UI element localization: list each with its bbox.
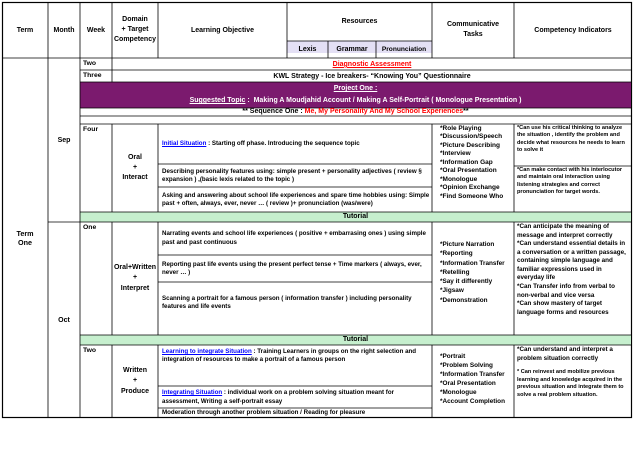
initial-situation-link[interactable]: Initial Situation: [162, 139, 207, 147]
task-item: *Picture Describing: [440, 141, 500, 149]
tutorial-row-2: Tutorial: [342, 336, 369, 344]
task-item: *Information Transfer: [440, 370, 505, 378]
header-week: Week: [86, 26, 106, 34]
oct-week2-indicator-2: * Can reinvest and mobilize previous learning and knowledge acquired in the previous situation and integrate them to solve a real problem situation.: [517, 369, 624, 398]
suggested-topic-row: [80, 95, 631, 107]
oct-week2-domain: Written + Produce: [120, 367, 149, 395]
tutorial-row-1: Tutorial: [342, 213, 369, 221]
project-title: Project One :: [333, 85, 378, 93]
oct-week2-tasks: [440, 353, 514, 415]
task-item: *Jigsaw: [440, 287, 464, 295]
oct-week2-indicator-1: *Can understand and interpret a problem situation correctly: [517, 346, 613, 362]
integrating-situation-link[interactable]: Integrating Situation: [162, 389, 223, 397]
task-item: *Monologue: [440, 175, 478, 183]
task-item: *Discussion/Speech: [440, 133, 503, 141]
suggested-topic-label: Suggested Topic: [189, 97, 246, 105]
task-item: *Monologue: [440, 388, 477, 396]
diagnostic-assessment-row: Diagnostic Assessment: [332, 60, 412, 68]
oct-week1-domain: Oral+Written + Interpret: [113, 264, 157, 292]
oct-week2-objective-1: [162, 345, 430, 367]
week4-indicator-1: *Can use his critical thinking to analyze the situation , identify the problem and decide what resources he needs to learn to solve it: [517, 125, 625, 153]
header-month: Month: [53, 26, 75, 34]
task-item: *Demonstration: [440, 296, 488, 304]
task-item: *Oral Presentation: [440, 167, 497, 175]
week4-tasks: [440, 125, 514, 212]
suggested-topic-text: : Making A Moudjahid Account / Making A Self-Portrait ( Monologue Presentation ): [245, 97, 522, 105]
week4-domain: Oral + Interact: [122, 153, 148, 182]
task-item: *Picture Narration: [440, 241, 495, 248]
oct-week1-indicators: *Can anticipate the meaning of message and interpret correctly *Can understand essential details in a conversation or a written passage, containing simple language and familiar expressions used in everyday life *Can Transfer info from verbal to non-verbal and vice versa *Can show mastery of target language forms and resources: [517, 223, 626, 316]
task-item: *Say it differently: [440, 278, 493, 286]
header-grammar: Grammar: [336, 46, 368, 53]
oct-week1-tasks: [440, 240, 514, 330]
header-lexis: Lexis: [298, 46, 317, 53]
month-sep: Sep: [57, 136, 71, 144]
week4-objective-1-text: : Starting off phase. Introducing the sequence topic: [206, 139, 360, 147]
term-one-cell: Term One: [16, 229, 34, 247]
oct-week2-objective-1-text: : Training Learners in groups on the right selection and integration of resources to make a portrait of a famous person: [162, 347, 417, 363]
sequence-one-title: Me, My Personality And My School Experiences: [304, 108, 464, 116]
header-competency-indicators: Competency Indicators: [534, 26, 612, 34]
header-domain-target: Domain + Target Competency: [113, 15, 156, 44]
header-pronunciation: Pronunciation: [381, 46, 427, 53]
header-learning-objective: Learning Objective: [190, 26, 255, 34]
week4-objective-3: Asking and answering about school life experiences and spare time hobbies using: Simple past + often, always, ever, never … ( review )+ pronunciation (was/were): [162, 191, 430, 207]
task-item: *Oral Presentation: [440, 379, 496, 387]
task-item: *Problem Solving: [440, 361, 493, 369]
week-four-sep: Four: [83, 126, 99, 133]
oct-week1-objective-1: Narrating events and school life experiences ( positive + embarrasing ones ) using simple past and past continuous: [162, 230, 426, 246]
week-one-oct: One: [83, 224, 97, 231]
week4-objective-2: Describing personality features using: simple present + personality adjectives ( review § expansion ) ,(basic lexis related to the topic ): [162, 167, 422, 183]
oct-week1-objective-2: Reporting past life events using the present perfect tense + Time markers ( always, ever, never … ): [162, 260, 422, 276]
task-item: *Reporting: [440, 250, 473, 258]
month-oct: Oct: [58, 316, 70, 324]
week-two-oct: Two: [83, 347, 97, 354]
week-three-sep: Three: [83, 72, 102, 79]
task-item: *Information Transfer: [440, 259, 505, 267]
kwl-strategy-row: KWL Strategy - Ice breakers- “Knowing You” Questionnaire: [273, 72, 471, 80]
task-item: *Portrait: [440, 353, 466, 360]
sequence-one-label: ** Sequence One :: [242, 108, 305, 116]
header-term: Term: [16, 26, 34, 34]
week4-objective-1: [162, 124, 430, 164]
header-communicative-tasks: Communicative Tasks: [446, 20, 500, 38]
sequence-one-row: [80, 108, 631, 116]
task-item: *Retelling: [440, 268, 470, 276]
week-two-sep: Two: [83, 60, 97, 67]
sequence-one-end: **: [463, 108, 469, 116]
task-item: *Account Completion: [440, 397, 505, 405]
task-item: *Opinion Exchange: [440, 184, 500, 192]
week4-indicator-2: *Can make contact with his interlocutor and maintain oral interaction using listening strategies and correct pronunciation for target words.: [517, 167, 623, 195]
task-item: *Interview: [440, 150, 471, 158]
header-resources: Resources: [341, 18, 378, 25]
oct-week2-objective-3: Moderation through another problem situation / Reading for pleasure: [162, 408, 366, 416]
task-item: *Role Playing: [440, 125, 482, 132]
oct-week2-objective-2: [162, 387, 430, 408]
task-item: *Find Someone Who: [440, 192, 504, 200]
oct-week1-objective-3: Scanning a portrait for a famous person ( information transfer ) including personality features and life events: [162, 294, 412, 310]
oct-week2-objective-2-text: : individual work on a problem solving situation meant for assessment, Writing a self-portrait essay: [162, 389, 395, 405]
learning-to-integrate-link[interactable]: Learning to integrate Situation: [162, 347, 252, 355]
task-item: *Information Gap: [440, 158, 493, 166]
